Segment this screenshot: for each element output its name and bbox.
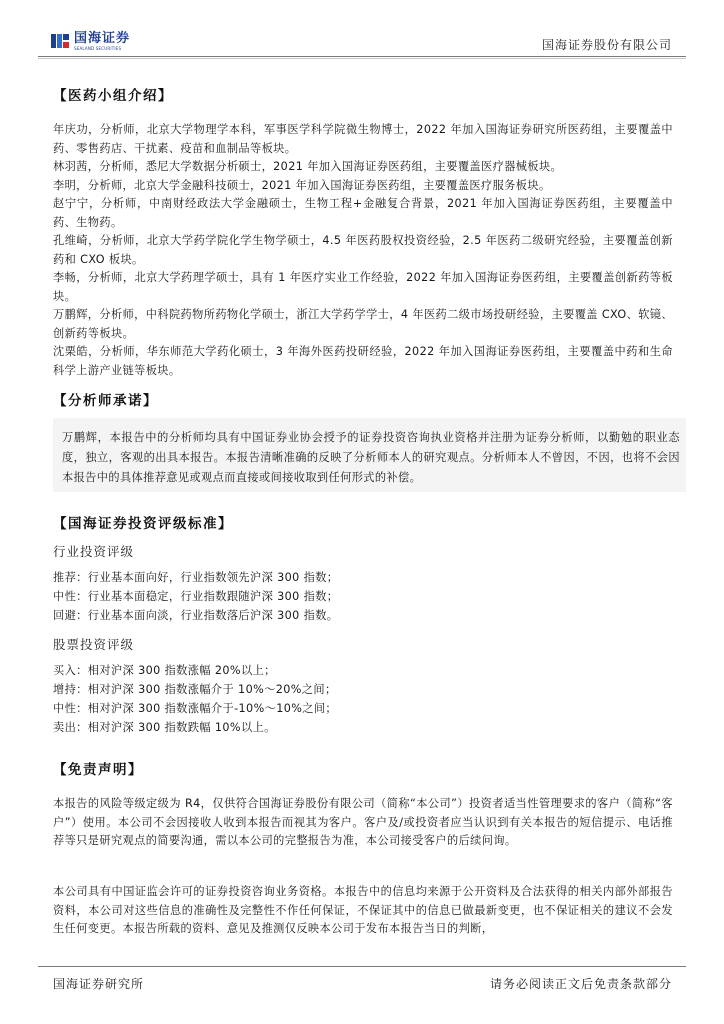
stock-rating-item: 增持：相对沪深 300 指数涨幅介于 10%～20%之间； — [53, 683, 337, 696]
header-divider — [38, 56, 686, 57]
analyst-entry: 林羽茜，分析师，悉尼大学数据分析硕士，2021 年加入国海证券医药组，主要覆盖医疗器械板块。 — [53, 160, 563, 173]
logo-mark-icon — [50, 31, 70, 51]
stock-rating-item: 卖出：相对沪深 300 指数跌幅 10%以上。 — [53, 721, 276, 734]
industry-rating-title: 行业投资评级 — [53, 544, 135, 559]
logo-name: 国海证券 — [74, 30, 131, 46]
analyst-entry: 李畅，分析师，北京大学药理学硕士，具有 1 年医疗实业工作经验，2022 年加入国海证券医药组，主要覆盖创新药等板块。 — [53, 271, 673, 303]
header-divider-secondary — [38, 58, 686, 59]
industry-rating-list — [53, 568, 338, 625]
team-list — [53, 121, 673, 380]
industry-rating-item: 回避：行业基本面向淡，行业指数落后沪深 300 指数。 — [53, 609, 339, 622]
analyst-entry: 沈栗皓，分析师，华东师范大学药化硕士，3 年海外医药投研经验，2022 年加入国海证券医药组，主要覆盖中药和生命科学上游产业链等板块。 — [53, 345, 673, 377]
rating-section-title: 【国海证券投资评级标准】 — [53, 516, 233, 532]
stock-rating-title: 股票投资评级 — [53, 637, 135, 652]
disclaimer-paragraph-1: 本报告的风险等级定级为 R4，仅供符合国海证券股份有限公司（简称“本公司”）投资者适当性管理要求的客户（简称“客户”）使用。本公司不会因接收人收到本报告而视其为客户。客户及/或投资者应当认识到有关本报告的短信提示、电话推荐等只是研究观点的简要沟通，需以本公司的完整报告为准，本公司接受客户的后续问询。 — [53, 797, 673, 847]
stock-rating-item: 买入：相对沪深 300 指数涨幅 20%以上； — [53, 664, 276, 677]
analyst-entry: 年庆功，分析师，北京大学物理学本科，军事医学科学院微生物博士，2022 年加入国海证券研究所医药组，主要覆盖中药、零售药店、干扰素、疫苗和血制品等板块。 — [53, 123, 673, 155]
stock-rating-list — [53, 661, 337, 737]
footer-institute: 国海证券研究所 — [53, 977, 145, 991]
industry-rating-item: 推荐：行业基本面向好，行业指数领先沪深 300 指数； — [53, 571, 339, 584]
promise-text: 万鹏辉，本报告中的分析师均具有中国证券业协会授予的证券投资咨询执业资格并注册为证券分析师，以勤勉的职业态度，独立，客观的出具本报告。本报告清晰准确的反映了分析师本人的研究观点。分析师本人不曾因，不因，也将不会因本报告中的具体推荐意见或观点而直接或间接收取到任何形式的补偿。 — [62, 431, 680, 484]
header-company-name: 国海证券股份有限公司 — [541, 38, 672, 52]
promise-section-title: 【分析师承诺】 — [53, 393, 158, 409]
footer-notice: 请务必阅读正文后免责条款部分 — [489, 977, 672, 991]
company-logo — [50, 30, 130, 52]
analyst-entry: 李明，分析师，北京大学金融科技硕士，2021 年加入国海证券医药组，主要覆盖医疗服务板块。 — [53, 178, 551, 192]
industry-rating-item: 中性：行业基本面稳定，行业指数跟随沪深 300 指数； — [53, 590, 339, 603]
stock-rating-item: 中性：相对沪深 300 指数涨幅介于-10%～10%之间； — [53, 702, 338, 715]
analyst-entry: 赵宁宁，分析师，中南财经政法大学金融硕士，生物工程+金融复合背景，2021 年加入国海证券医药组，主要覆盖中药、生物药。 — [53, 197, 673, 229]
disclaimer-paragraph-2: 本公司具有中国证监会许可的证券投资咨询业务资格。本报告中的信息均来源于公开资料及合法获得的相关内部外部报告资料，本公司对这些信息的准确性及完整性不作任何保证，不保证其中的信息已做最新变更，也不保证相关的建议不会发生任何变更。本报告所载的资料、意见及推测仅反映本公司于发布本报告当日的判断， — [53, 885, 673, 935]
analyst-entry: 万鹏辉，分析师，中科院药物所药物化学硕士，浙江大学药学学士，4 年医药二级市场投研经验，主要覆盖 CXO、软镜、创新药等板块。 — [53, 308, 673, 340]
disclaimer-section-title: 【免责声明】 — [53, 762, 143, 778]
footer-divider — [38, 966, 686, 967]
team-section-title: 【医药小组介绍】 — [53, 88, 173, 104]
logo-english-name: SEALAND SECURITIES — [74, 45, 122, 51]
promise-box — [53, 418, 686, 492]
page-header — [0, 0, 724, 60]
analyst-entry: 孔维崎，分析师，北京大学药学院化学生物学硕士，4.5 年医药股权投资经验，2.5 年医药二级研究经验，主要覆盖创新药和 CXO 板块。 — [53, 234, 673, 266]
